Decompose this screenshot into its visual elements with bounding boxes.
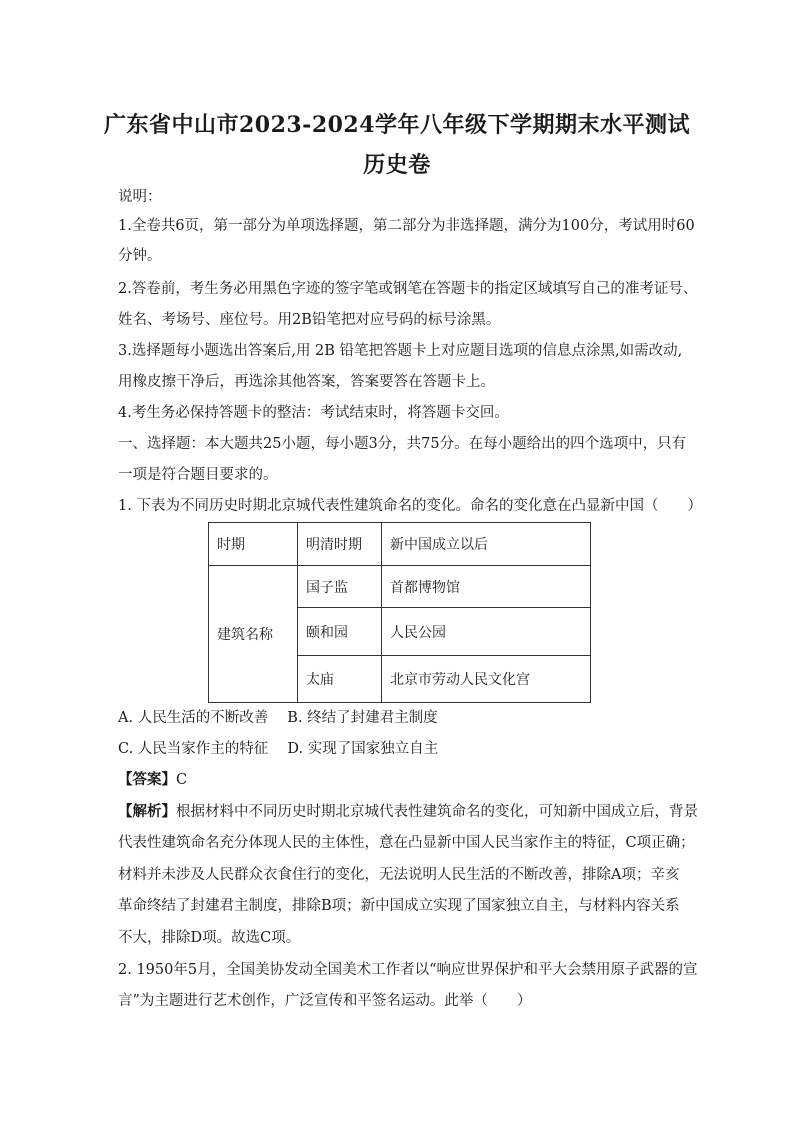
section-heading-cont: 一项是符合题目要求的。 bbox=[118, 467, 278, 483]
analysis-line: 不大，排除D项。故选C项。 bbox=[118, 930, 301, 946]
table-row bbox=[209, 566, 591, 608]
analysis-line: 材料并未涉及人民群众衣食住行的变化，无法说明人民生活的不断改善，排除A项；辛亥 bbox=[118, 867, 680, 883]
table-cell: 国子监 bbox=[298, 566, 382, 608]
analysis-line: 代表性建筑命名充分体现人民的主体性，意在凸显新中国人民当家作主的特征，C项正确； bbox=[118, 835, 695, 851]
instruction-item-2: 2.答卷前，考生务必用黑色字迹的签字笔或钢笔在答题卡的指定区域填写自己的准考证号、 bbox=[118, 281, 698, 297]
answer-value: C bbox=[176, 772, 188, 788]
instruction-item-1: 1.全卷共6页，第一部分为单项选择题，第二部分为非选择题，满分为100分，考试用时60 bbox=[118, 218, 695, 234]
table-header-cell: 时期 bbox=[209, 523, 298, 566]
question-1-analysis bbox=[118, 802, 698, 822]
table-row-label: 建筑名称 bbox=[209, 566, 298, 703]
instruction-item-4: 4.考生务必保持答题卡的整洁：考试结束时，将答题卡交回。 bbox=[118, 405, 509, 421]
table-cell: 太庙 bbox=[298, 656, 382, 703]
instruction-item-3: 3.选择题每小题选出答案后,用 2B 铅笔把答题卡上对应题目选项的信息点涂黑,如需改动, bbox=[118, 343, 683, 359]
analysis-tag: 【解析】 bbox=[118, 803, 176, 820]
instruction-item-3-cont: 用橡皮擦干净后，再选涂其他答案，答案要答在答题卡上。 bbox=[118, 374, 495, 390]
document-title: 广东省中山市2023-2024学年八年级下学期期末水平测试 bbox=[103, 112, 691, 138]
table-header-cell: 明清时期 bbox=[298, 523, 382, 566]
table-cell: 北京市劳动人民文化宫 bbox=[382, 656, 591, 703]
instruction-item-1-cont: 分钟。 bbox=[118, 248, 162, 264]
question-1-options-ab: A. 人民生活的不断改善 B. 终结了封建君主制度 bbox=[118, 710, 438, 726]
question-2-stem: 2. 1950年5月，全国美协发动全国美术工作者以“响应世界保护和平大会禁用原子武器的宣 bbox=[118, 962, 698, 978]
table-header-cell: 新中国成立以后 bbox=[382, 523, 591, 566]
question-1-stem: 1. 下表为不同历史时期北京城代表性建筑命名的变化。命名的变化意在凸显新中国（ ） bbox=[118, 498, 702, 514]
question-1-answer bbox=[118, 770, 187, 790]
table-cell: 人民公园 bbox=[382, 608, 591, 656]
question-1-table bbox=[208, 522, 591, 703]
instructions-heading: 说明： bbox=[118, 189, 162, 205]
analysis-text: 根据材料中不同历史时期北京城代表性建筑命名的变化，可知新中国成立后，背景 bbox=[176, 804, 698, 820]
table-cell: 首都博物馆 bbox=[382, 566, 591, 608]
question-2-stem-cont: 言”为主题进行艺术创作，广泛宣传和平签名运动。此举（ ） bbox=[118, 993, 532, 1009]
document-subtitle: 历史卷 bbox=[363, 152, 431, 178]
analysis-line: 革命终结了封建君主制度，排除B项；新中国成立实现了国家独立自主，与材料内容关系 bbox=[118, 898, 680, 914]
table-cell: 颐和园 bbox=[298, 608, 382, 656]
answer-tag: 【答案】 bbox=[118, 771, 176, 788]
table-header-row bbox=[209, 523, 591, 566]
question-1-options-cd: C. 人民当家作主的特征 D. 实现了国家独立自主 bbox=[118, 741, 439, 757]
section-heading: 一、选择题：本大题共25小题，每小题3分，共75分。在每小题给出的四个选项中，只有 bbox=[118, 436, 687, 452]
instruction-item-2-cont: 姓名、考场号、座位号。用2B铅笔把对应号码的标号涂黑。 bbox=[118, 312, 501, 328]
